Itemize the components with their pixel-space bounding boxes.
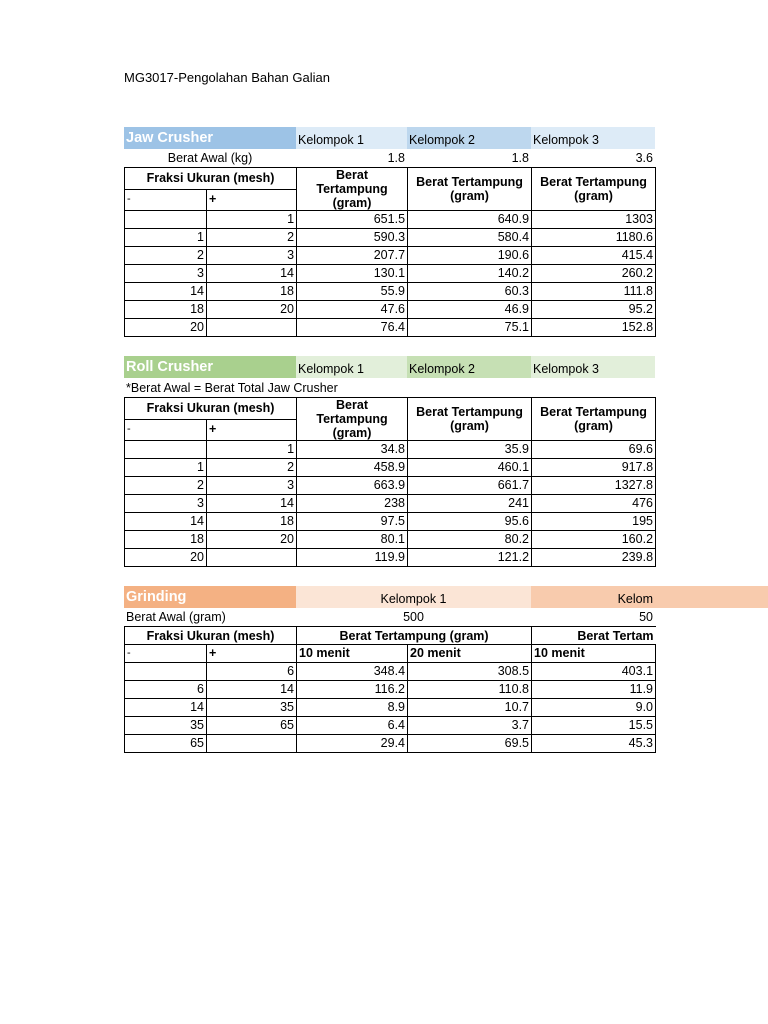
- roll-cell: 80.2: [408, 531, 532, 549]
- grinding-cell: 308.5: [408, 663, 532, 681]
- roll-cell: 20: [207, 531, 297, 549]
- roll-table-body: [125, 441, 656, 567]
- grinding-table-row: [125, 699, 656, 717]
- roll-cell: 14: [125, 513, 207, 531]
- jaw-cell: 60.3: [408, 283, 532, 301]
- roll-cell: 1: [125, 459, 207, 477]
- jaw-cell: 590.3: [297, 229, 408, 247]
- roll-table-row: [125, 477, 656, 495]
- jaw-cell: 651.5: [297, 211, 408, 229]
- jaw-plus-header: +: [207, 189, 297, 211]
- grinding-cell: [125, 663, 207, 681]
- jaw-cell: 415.4: [532, 247, 656, 265]
- roll-cell: 2: [207, 459, 297, 477]
- roll-cell: 458.9: [297, 459, 408, 477]
- grinding-header-row: [124, 586, 655, 608]
- roll-cell: 14: [207, 495, 297, 513]
- roll-cell: 460.1: [408, 459, 532, 477]
- roll-table-row: [125, 549, 656, 567]
- grinding-cell: 65: [125, 735, 207, 753]
- grinding-berat-header-2: Berat Tertam: [532, 627, 656, 645]
- grinding-time-3: 10 menit: [532, 645, 656, 663]
- jaw-cell: 260.2: [532, 265, 656, 283]
- jaw-berat-awal-3: 3.6: [635, 151, 653, 165]
- jaw-group-2: Kelompok 2: [407, 127, 531, 149]
- grinding-minus-header: -: [125, 645, 207, 663]
- jaw-table-row: [125, 301, 656, 319]
- grinding-time-1: 10 menit: [297, 645, 408, 663]
- jaw-cell: 2: [207, 229, 297, 247]
- jaw-berat-awal-1: 1.8: [387, 151, 405, 165]
- grinding-cell: 9.0: [532, 699, 656, 717]
- roll-crusher-section: [124, 356, 655, 567]
- jaw-crusher-section: [124, 127, 655, 337]
- grinding-cell: 14: [125, 699, 207, 717]
- grinding-table: [124, 626, 656, 753]
- grinding-table-row: [125, 663, 656, 681]
- roll-berat-header-2: Berat Tertampung (gram): [408, 398, 532, 441]
- grinding-title: Grinding: [124, 586, 296, 608]
- grinding-cell: 348.4: [297, 663, 408, 681]
- jaw-cell: 640.9: [408, 211, 532, 229]
- roll-berat-header-3: Berat Tertampung (gram): [532, 398, 656, 441]
- roll-table: [124, 397, 656, 567]
- jaw-berat-awal-label: Berat Awal (kg): [167, 151, 253, 165]
- jaw-cell: 1: [207, 211, 297, 229]
- roll-cell: 476: [532, 495, 656, 513]
- jaw-berat-header-3: Berat Tertampung (gram): [532, 168, 656, 211]
- roll-cell: 2: [125, 477, 207, 495]
- roll-note-row: [124, 378, 655, 397]
- roll-cell: 80.1: [297, 531, 408, 549]
- roll-cell: 69.6: [532, 441, 656, 459]
- roll-table-row: [125, 531, 656, 549]
- jaw-cell: 111.8: [532, 283, 656, 301]
- jaw-cell: 152.8: [532, 319, 656, 337]
- jaw-berat-awal-2: 1.8: [511, 151, 529, 165]
- jaw-cell: 55.9: [297, 283, 408, 301]
- roll-group-3: Kelompok 3: [531, 356, 655, 378]
- grinding-cell: 6: [125, 681, 207, 699]
- grinding-cell: 69.5: [408, 735, 532, 753]
- grinding-table-body: [125, 663, 656, 753]
- grinding-cell: 15.5: [532, 717, 656, 735]
- jaw-cell: [125, 211, 207, 229]
- grinding-cell: 116.2: [297, 681, 408, 699]
- roll-cell: 3: [125, 495, 207, 513]
- jaw-cell: 18: [125, 301, 207, 319]
- grinding-berat-awal-1: 500: [403, 610, 424, 624]
- roll-cell: 3: [207, 477, 297, 495]
- roll-cell: 661.7: [408, 477, 532, 495]
- grinding-cell: 403.1: [532, 663, 656, 681]
- jaw-cell: 76.4: [297, 319, 408, 337]
- jaw-group-3: Kelompok 3: [531, 127, 655, 149]
- roll-cell: 34.8: [297, 441, 408, 459]
- grinding-group-1: Kelompok 1: [296, 586, 531, 608]
- jaw-cell: 20: [207, 301, 297, 319]
- roll-cell: 241: [408, 495, 532, 513]
- roll-cell: 1: [207, 441, 297, 459]
- jaw-fraksi-header: Fraksi Ukuran (mesh): [125, 168, 297, 190]
- jaw-table-row: [125, 247, 656, 265]
- jaw-cell: 75.1: [408, 319, 532, 337]
- roll-cell: 119.9: [297, 549, 408, 567]
- roll-cell: 95.6: [408, 513, 532, 531]
- roll-cell: [207, 549, 297, 567]
- jaw-minus-header: -: [125, 189, 207, 211]
- grinding-cell: 6.4: [297, 717, 408, 735]
- jaw-table-row: [125, 211, 656, 229]
- roll-header-row: [124, 356, 655, 378]
- roll-cell: 18: [125, 531, 207, 549]
- jaw-cell: 580.4: [408, 229, 532, 247]
- grinding-cell: 45.3: [532, 735, 656, 753]
- jaw-cell: 20: [125, 319, 207, 337]
- roll-cell: 20: [125, 549, 207, 567]
- roll-cell: 663.9: [297, 477, 408, 495]
- grinding-cell: 29.4: [297, 735, 408, 753]
- grinding-plus-header: +: [207, 645, 297, 663]
- roll-group-2: Kelompok 2: [407, 356, 531, 378]
- jaw-cell: [207, 319, 297, 337]
- jaw-table-row: [125, 229, 656, 247]
- grinding-berat-header-1: Berat Tertampung (gram): [297, 627, 532, 645]
- jaw-cell: 1180.6: [532, 229, 656, 247]
- grinding-fraksi-header: Fraksi Ukuran (mesh): [125, 627, 297, 645]
- grinding-cell: 3.7: [408, 717, 532, 735]
- roll-title: Roll Crusher: [124, 356, 296, 378]
- grinding-table-row: [125, 717, 656, 735]
- jaw-berat-header-2: Berat Tertampung (gram): [408, 168, 532, 211]
- jaw-cell: 46.9: [408, 301, 532, 319]
- jaw-cell: 1: [125, 229, 207, 247]
- grinding-berat-awal-row: [124, 608, 655, 626]
- grinding-cell: 14: [207, 681, 297, 699]
- roll-fraksi-header: Fraksi Ukuran (mesh): [125, 398, 297, 420]
- jaw-cell: 3: [207, 247, 297, 265]
- jaw-berat-awal-row: [124, 149, 655, 167]
- jaw-group-1: Kelompok 1: [296, 127, 407, 149]
- grinding-cell: [207, 735, 297, 753]
- jaw-cell: 1303: [532, 211, 656, 229]
- roll-table-row: [125, 495, 656, 513]
- roll-plus-header: +: [207, 419, 297, 441]
- roll-cell: 917.8: [532, 459, 656, 477]
- jaw-cell: 2: [125, 247, 207, 265]
- roll-cell: 121.2: [408, 549, 532, 567]
- jaw-cell: 18: [207, 283, 297, 301]
- jaw-cell: 3: [125, 265, 207, 283]
- jaw-cell: 130.1: [297, 265, 408, 283]
- grinding-table-row: [125, 681, 656, 699]
- jaw-cell: 14: [125, 283, 207, 301]
- roll-cell: 35.9: [408, 441, 532, 459]
- roll-table-row: [125, 459, 656, 477]
- roll-cell: 1327.8: [532, 477, 656, 495]
- jaw-cell: 95.2: [532, 301, 656, 319]
- jaw-table-body: [125, 211, 656, 337]
- grinding-cell: 10.7: [408, 699, 532, 717]
- document-title: MG3017-Pengolahan Bahan Galian: [124, 70, 330, 85]
- jaw-berat-header-1: Berat Tertampung (gram): [297, 168, 408, 211]
- jaw-title: Jaw Crusher: [124, 127, 296, 149]
- grinding-berat-awal-2: 50: [639, 610, 653, 624]
- roll-table-row: [125, 441, 656, 459]
- grinding-table-row: [125, 735, 656, 753]
- jaw-table-row: [125, 265, 656, 283]
- grinding-cell: 65: [207, 717, 297, 735]
- grinding-group-2-label: Kelom: [617, 592, 653, 606]
- roll-group-1: Kelompok 1: [296, 356, 407, 378]
- grinding-cell: 11.9: [532, 681, 656, 699]
- jaw-cell: 14: [207, 265, 297, 283]
- roll-note: *Berat Awal = Berat Total Jaw Crusher: [126, 380, 338, 395]
- roll-cell: 18: [207, 513, 297, 531]
- jaw-table-row: [125, 283, 656, 301]
- roll-table-row: [125, 513, 656, 531]
- jaw-cell: 140.2: [408, 265, 532, 283]
- jaw-cell: 47.6: [297, 301, 408, 319]
- jaw-table: [124, 167, 656, 337]
- grinding-cell: 35: [125, 717, 207, 735]
- grinding-cell: 110.8: [408, 681, 532, 699]
- grinding-berat-awal-label: Berat Awal (gram): [126, 610, 226, 624]
- jaw-table-row: [125, 319, 656, 337]
- jaw-cell: 207.7: [297, 247, 408, 265]
- roll-cell: 239.8: [532, 549, 656, 567]
- roll-cell: 160.2: [532, 531, 656, 549]
- roll-minus-header: -: [125, 419, 207, 441]
- grinding-group-2-overflow: [655, 586, 768, 608]
- roll-cell: 97.5: [297, 513, 408, 531]
- grinding-time-2: 20 menit: [408, 645, 532, 663]
- grinding-cell: 6: [207, 663, 297, 681]
- jaw-header-row: [124, 127, 655, 149]
- grinding-section: [124, 586, 655, 753]
- roll-berat-header-1: Berat Tertampung (gram): [297, 398, 408, 441]
- roll-cell: 195: [532, 513, 656, 531]
- jaw-cell: 190.6: [408, 247, 532, 265]
- grinding-group-2: [531, 586, 655, 608]
- grinding-cell: 8.9: [297, 699, 408, 717]
- roll-cell: [125, 441, 207, 459]
- roll-cell: 238: [297, 495, 408, 513]
- grinding-cell: 35: [207, 699, 297, 717]
